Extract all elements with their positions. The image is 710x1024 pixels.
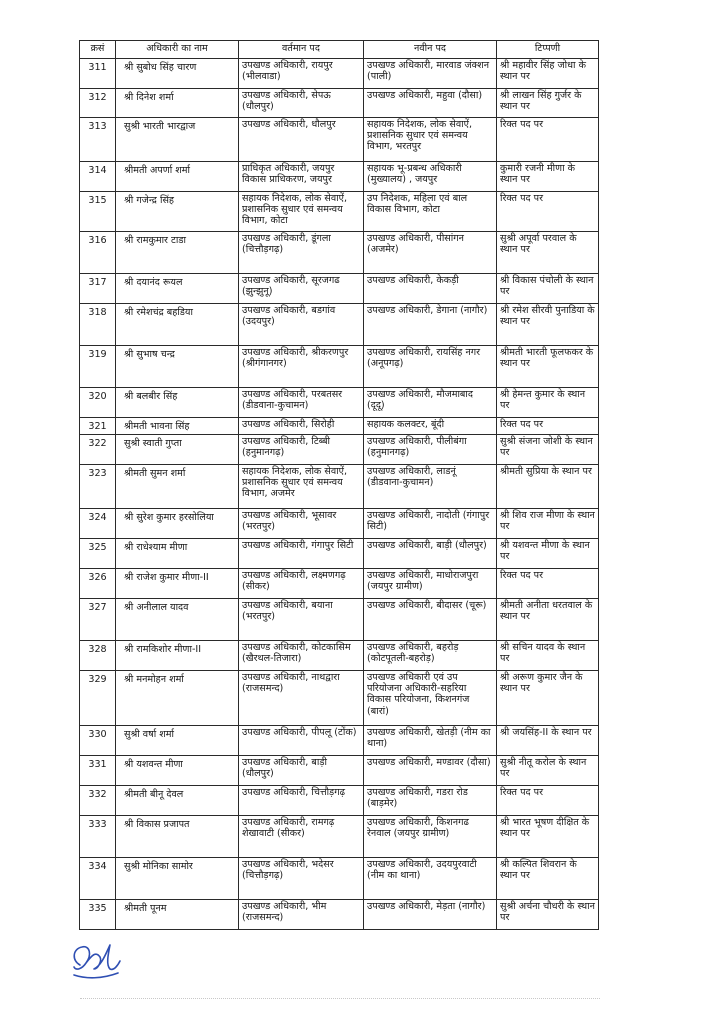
- table-row: [80, 858, 599, 900]
- serial-cell: 334: [80, 858, 116, 900]
- current-post-cell: उपखण्ड अधिकारी, भदेसर (चित्तौड़गढ़): [239, 858, 364, 900]
- new-post-cell: उपखण्ड अधिकारी, केकड़ी: [364, 274, 497, 304]
- new-post-cell: उपखण्ड अधिकारी, मारवाड जंक्शन (पाली): [364, 59, 497, 89]
- remark-cell: श्रीमती सुप्रिया के स्थान पर: [497, 465, 599, 509]
- header-current-post: वर्तमान पद: [239, 41, 364, 59]
- current-post-cell: उपखण्ड अधिकारी, नाथद्वारा (राजसमन्द): [239, 671, 364, 726]
- new-post-cell: उपखण्ड अधिकारी, बहरोड़ (कोटपूतली-बहरोड़): [364, 641, 497, 671]
- new-post-cell: उपखण्ड अधिकारी एवं उप परियोजना अधिकारी-सहरिया विकास परियोजना, किशनगंज (बारां): [364, 671, 497, 726]
- current-post-cell: उपखण्ड अधिकारी, डूंगला (चित्तौड़गढ़): [239, 232, 364, 274]
- serial-cell: 333: [80, 816, 116, 858]
- officer-name-cell: श्री सुभाष चन्द्र: [116, 346, 239, 388]
- officer-name-cell: श्री सुबोध सिंह चारण: [116, 59, 239, 89]
- current-post-cell: प्राधिकृत अधिकारी, जयपुर विकास प्राधिकरण, जयपुर: [239, 162, 364, 192]
- transfer-orders-table: [79, 40, 599, 930]
- current-post-cell: उपखण्ड अधिकारी, कोटकासिम (खैरथल-तिजारा): [239, 641, 364, 671]
- officer-name-cell: श्री मनमोहन शर्मा: [116, 671, 239, 726]
- remark-cell: श्री जयसिंह-II के स्थान पर: [497, 726, 599, 756]
- table-row: [80, 726, 599, 756]
- new-post-cell: उपखण्ड अधिकारी, डेगाना (नागौर): [364, 304, 497, 346]
- table-row: [80, 641, 599, 671]
- officer-name-cell: श्रीमती सुमन शर्मा: [116, 465, 239, 509]
- header-new-post: नवीन पद: [364, 41, 497, 59]
- officer-name-cell: श्री राधेश्याम मीणा: [116, 539, 239, 569]
- table-row: [80, 192, 599, 232]
- new-post-cell: उपखण्ड अधिकारी, पीसांगन (अजमेर): [364, 232, 497, 274]
- table-row: [80, 539, 599, 569]
- remark-cell: श्री महावीर सिंह जोधा के स्थान पर: [497, 59, 599, 89]
- table-body: [80, 59, 599, 930]
- serial-cell: 320: [80, 388, 116, 418]
- officer-name-cell: सुश्री भारती भारद्वाज: [116, 118, 239, 162]
- officer-name-cell: श्री गजेन्द्र सिंह: [116, 192, 239, 232]
- current-post-cell: उपखण्ड अधिकारी, सेपऊ (धौलपुर): [239, 89, 364, 118]
- officer-name-cell: श्रीमती भावना सिंह: [116, 418, 239, 435]
- current-post-cell: उपखण्ड अधिकारी, सिरोही: [239, 418, 364, 435]
- remark-cell: श्री हेमन्त कुमार के स्थान पर: [497, 388, 599, 418]
- current-post-cell: उपखण्ड अधिकारी, लक्ष्मणगढ़ (सीकर): [239, 569, 364, 599]
- page-bottom-edge: [80, 998, 600, 1000]
- current-post-cell: उपखण्ड अधिकारी, चित्तौड़गढ़: [239, 786, 364, 816]
- new-post-cell: उपखण्ड अधिकारी, मेड़ता (नागौर): [364, 900, 497, 930]
- officer-name-cell: श्रीमती बीनू देवल: [116, 786, 239, 816]
- officer-name-cell: श्री सुरेश कुमार हरसोलिया: [116, 509, 239, 539]
- current-post-cell: सहायक निदेशक, लोक सेवाऐं, प्रशासनिक सुधार एवं समन्वय विभाग, कोटा: [239, 192, 364, 232]
- officer-name-cell: सुश्री मोनिका सामोर: [116, 858, 239, 900]
- remark-cell: श्री शिव राज मीणा के स्थान पर: [497, 509, 599, 539]
- table-row: [80, 388, 599, 418]
- current-post-cell: उपखण्ड अधिकारी, भीम (राजसमन्द): [239, 900, 364, 930]
- current-post-cell: उपखण्ड अधिकारी, सूरजगढ (झुन्झुनू): [239, 274, 364, 304]
- officer-name-cell: श्री दिनेश शर्मा: [116, 89, 239, 118]
- remark-cell: कुमारी रजनी मीणा के स्थान पर: [497, 162, 599, 192]
- remark-cell: श्रीमती भारती फूलफकर के स्थान पर: [497, 346, 599, 388]
- table-row: [80, 89, 599, 118]
- remark-cell: रिक्त पद पर: [497, 786, 599, 816]
- new-post-cell: उपखण्ड अधिकारी, महुवा (दौसा): [364, 89, 497, 118]
- officer-name-cell: श्रीमती पूनम: [116, 900, 239, 930]
- officer-name-cell: श्री रमेशचंद्र बहडिया: [116, 304, 239, 346]
- remark-cell: सुश्री अपूर्वा परवाल के स्थान पर: [497, 232, 599, 274]
- current-post-cell: उपखण्ड अधिकारी, धौलपुर: [239, 118, 364, 162]
- officer-name-cell: श्री यशवन्त मीणा: [116, 756, 239, 786]
- officer-name-cell: श्री अनीलाल यादव: [116, 599, 239, 641]
- table-row: [80, 569, 599, 599]
- serial-cell: 323: [80, 465, 116, 509]
- officer-name-cell: श्री बलबीर सिंह: [116, 388, 239, 418]
- serial-cell: 332: [80, 786, 116, 816]
- serial-cell: 312: [80, 89, 116, 118]
- serial-cell: 315: [80, 192, 116, 232]
- table-row: [80, 274, 599, 304]
- table-row: [80, 118, 599, 162]
- current-post-cell: उपखण्ड अधिकारी, भूसावर (भरतपुर): [239, 509, 364, 539]
- new-post-cell: उपखण्ड अधिकारी, बीदासर (चूरू): [364, 599, 497, 641]
- table-row: [80, 304, 599, 346]
- remark-cell: रिक्त पद पर: [497, 192, 599, 232]
- serial-cell: 314: [80, 162, 116, 192]
- remark-cell: श्री अरूण कुमार जैन के स्थान पर: [497, 671, 599, 726]
- header-remark: टिप्पणी: [497, 41, 599, 59]
- officer-name-cell: श्री विकास प्रजापत: [116, 816, 239, 858]
- officer-name-cell: श्रीमती अपर्णा शर्मा: [116, 162, 239, 192]
- new-post-cell: उपखण्ड अधिकारी, बाड़ी (धौलपुर): [364, 539, 497, 569]
- current-post-cell: उपखण्ड अधिकारी, रामगढ़ शेखावाटी (सीकर): [239, 816, 364, 858]
- officer-name-cell: सुश्री वर्षा शर्मा: [116, 726, 239, 756]
- new-post-cell: उपखण्ड अधिकारी, लाडनूं (डीडवाना-कुचामन): [364, 465, 497, 509]
- current-post-cell: उपखण्ड अधिकारी, परबतसर (डीडवाना-कुचामन): [239, 388, 364, 418]
- table-row: [80, 346, 599, 388]
- new-post-cell: सहायक कलक्टर, बूंदी: [364, 418, 497, 435]
- remark-cell: श्री लाखन सिंह गुर्जर के स्थान पर: [497, 89, 599, 118]
- serial-cell: 330: [80, 726, 116, 756]
- officer-name-cell: श्री रामकुमार टाडा: [116, 232, 239, 274]
- signature: [66, 935, 126, 983]
- serial-cell: 316: [80, 232, 116, 274]
- table-row: [80, 59, 599, 89]
- table-row: [80, 162, 599, 192]
- current-post-cell: उपखण्ड अधिकारी, बाड़ी (धौलपुर): [239, 756, 364, 786]
- table-row: [80, 756, 599, 786]
- current-post-cell: उपखण्ड अधिकारी, श्रीकरणपुर (श्रीगंगानगर): [239, 346, 364, 388]
- serial-cell: 317: [80, 274, 116, 304]
- serial-cell: 322: [80, 435, 116, 465]
- new-post-cell: उपखण्ड अधिकारी, रायसिंह नगर (अनूपगढ़): [364, 346, 497, 388]
- current-post-cell: उपखण्ड अधिकारी, रायपुर (भीलवाडा): [239, 59, 364, 89]
- serial-cell: 311: [80, 59, 116, 89]
- current-post-cell: उपखण्ड अधिकारी, पीपलू (टोंक): [239, 726, 364, 756]
- serial-cell: 318: [80, 304, 116, 346]
- new-post-cell: उपखण्ड अधिकारी, मौजमाबाद (दूदू): [364, 388, 497, 418]
- remark-cell: श्री यशवन्त मीणा के स्थान पर: [497, 539, 599, 569]
- remark-cell: रिक्त पद पर: [497, 118, 599, 162]
- new-post-cell: उपखण्ड अधिकारी, गडरा रोड (बाड़मेर): [364, 786, 497, 816]
- officer-name-cell: सुश्री स्वाती गुप्ता: [116, 435, 239, 465]
- remark-cell: सुश्री नीतू करोल के स्थान पर: [497, 756, 599, 786]
- serial-cell: 321: [80, 418, 116, 435]
- new-post-cell: उपखण्ड अधिकारी, नादोती (गंगापुर सिटी): [364, 509, 497, 539]
- serial-cell: 325: [80, 539, 116, 569]
- remark-cell: श्री रमेश सीरवी पुनाडिया के स्थान पर: [497, 304, 599, 346]
- remark-cell: श्री कल्पित शिवरान के स्थान पर: [497, 858, 599, 900]
- header-officer-name: अधिकारी का नाम: [116, 41, 239, 59]
- new-post-cell: उपखण्ड अधिकारी, उदयपुरवाटी (नीम का थाना): [364, 858, 497, 900]
- remark-cell: श्री विकास पंचोली के स्थान पर: [497, 274, 599, 304]
- remark-cell: रिक्त पद पर: [497, 569, 599, 599]
- serial-cell: 335: [80, 900, 116, 930]
- remark-cell: श्री भारत भूषण दीक्षित के स्थान पर: [497, 816, 599, 858]
- table-row: [80, 900, 599, 930]
- serial-cell: 331: [80, 756, 116, 786]
- new-post-cell: उपखण्ड अधिकारी, मण्डावर (दौसा): [364, 756, 497, 786]
- table-row: [80, 232, 599, 274]
- current-post-cell: उपखण्ड अधिकारी, गंगापुर सिटी: [239, 539, 364, 569]
- serial-cell: 327: [80, 599, 116, 641]
- table-row: [80, 418, 599, 435]
- serial-cell: 329: [80, 671, 116, 726]
- new-post-cell: उपखण्ड अधिकारी, किशनगढ रेनवाल (जयपुर ग्रामीण): [364, 816, 497, 858]
- header-serial: क्रसं: [80, 41, 116, 59]
- serial-cell: 326: [80, 569, 116, 599]
- table-row: [80, 599, 599, 641]
- serial-cell: 313: [80, 118, 116, 162]
- remark-cell: श्रीमती अनीता धरतवाल के स्थान पर: [497, 599, 599, 641]
- officer-name-cell: श्री राजेश कुमार मीणा-II: [116, 569, 239, 599]
- remark-cell: सुश्री संजना जोशी के स्थान पर: [497, 435, 599, 465]
- table-row: [80, 786, 599, 816]
- serial-cell: 328: [80, 641, 116, 671]
- table-row: [80, 816, 599, 858]
- new-post-cell: सहायक भू-प्रबन्ध अधिकारी (मुख्यालय) , जयपुर: [364, 162, 497, 192]
- current-post-cell: उपखण्ड अधिकारी, बडगांव (उदयपुर): [239, 304, 364, 346]
- remark-cell: रिक्त पद पर: [497, 418, 599, 435]
- current-post-cell: उपखण्ड अधिकारी, टिब्बी (हनुमानगढ़): [239, 435, 364, 465]
- current-post-cell: उपखण्ड अधिकारी, बयाना (भरतपुर): [239, 599, 364, 641]
- current-post-cell: सहायक निदेशक, लोक सेवाऐं, प्रशासनिक सुधार एवं समन्वय विभाग, अजमेर: [239, 465, 364, 509]
- new-post-cell: सहायक निदेशक, लोक सेवाऐं, प्रशासनिक सुधार एवं समन्वय विभाग, भरतपुर: [364, 118, 497, 162]
- table-row: [80, 509, 599, 539]
- officer-name-cell: श्री दयानंद रूयल: [116, 274, 239, 304]
- new-post-cell: उपखण्ड अधिकारी, माधोराजपुरा (जयपुर ग्रामीण): [364, 569, 497, 599]
- serial-cell: 319: [80, 346, 116, 388]
- new-post-cell: उपखण्ड अधिकारी, पीलीबंगा (हनुमानगढ़): [364, 435, 497, 465]
- table-row: [80, 465, 599, 509]
- table-row: [80, 435, 599, 465]
- officer-name-cell: श्री रामकिशोर मीणा-II: [116, 641, 239, 671]
- table-header-row: [80, 41, 599, 59]
- remark-cell: श्री सचिन यादव के स्थान पर: [497, 641, 599, 671]
- serial-cell: 324: [80, 509, 116, 539]
- table-row: [80, 671, 599, 726]
- new-post-cell: उपखण्ड अधिकारी, खेतड़ी (नीम का थाना): [364, 726, 497, 756]
- new-post-cell: उप निदेशक, महिला एवं बाल विकास विभाग, कोटा: [364, 192, 497, 232]
- remark-cell: सुश्री अर्चना चौधरी के स्थान पर: [497, 900, 599, 930]
